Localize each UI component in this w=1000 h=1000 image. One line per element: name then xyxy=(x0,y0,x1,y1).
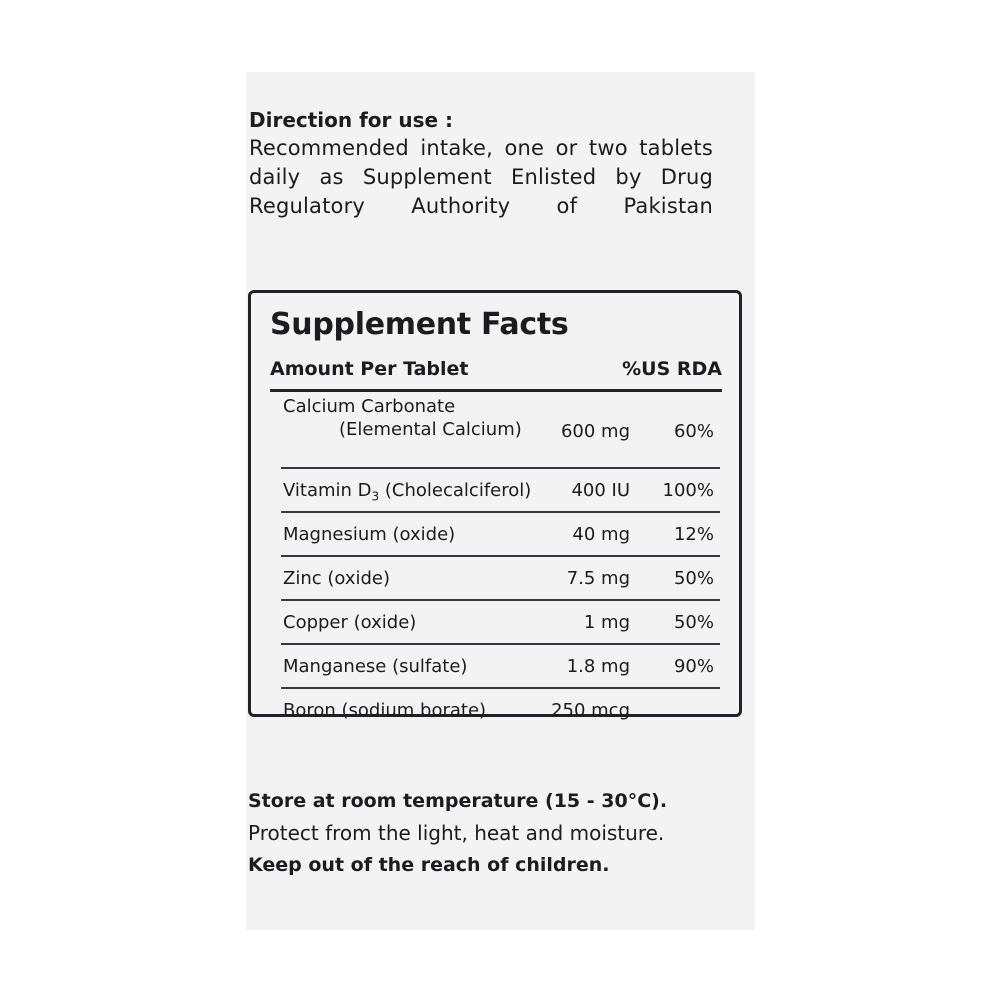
supplement-facts-header xyxy=(270,356,722,386)
nutrient-rda: 12% xyxy=(673,524,714,545)
supplement-facts-box xyxy=(248,290,742,721)
supplement-facts-title: Supplement Facts xyxy=(270,307,569,342)
nutrient-rda: 100% xyxy=(662,480,714,501)
nutrient-amount: 1.8 mg xyxy=(566,656,630,677)
amount-per-tablet-label: Amount Per Tablet xyxy=(270,358,469,380)
nutrient-name: Copper (oxide) xyxy=(283,612,417,633)
nutrient-row-boron xyxy=(281,689,720,733)
nutrient-rows xyxy=(281,394,720,733)
nutrient-name: Manganese (sulfate) xyxy=(283,656,468,677)
nutrient-name: Magnesium (oxide) xyxy=(283,524,456,545)
nutrient-rda: 60% xyxy=(673,421,714,442)
nutrient-name xyxy=(283,480,531,504)
keep-away-children-text: Keep out of the reach of children. xyxy=(248,854,610,876)
directions-text: Recommended intake, one or two tablets daily as Supplement Enlisted by Drug Regulatory Authority of Pakistan xyxy=(249,136,713,218)
protect-text: Protect from the light, heat and moisture. xyxy=(248,821,665,845)
nutrient-row-vitamin-d3 xyxy=(281,469,720,513)
label-panel xyxy=(246,72,755,930)
storage-temperature-text: Store at room temperature (15 - 30°C). xyxy=(248,790,668,812)
directions-heading: Direction for use : xyxy=(249,108,454,132)
nutrient-rda: 50% xyxy=(673,568,714,589)
nutrient-row-copper xyxy=(281,601,720,645)
nutrient-row-magnesium xyxy=(281,513,720,557)
nutrient-name-prefix: Vitamin D xyxy=(283,480,372,501)
nutrient-amount: 7.5 mg xyxy=(566,568,630,589)
nutrient-rda: 90% xyxy=(673,656,714,677)
header-divider xyxy=(270,389,722,392)
us-rda-label: %US RDA xyxy=(622,358,722,380)
nutrient-rda: 50% xyxy=(673,612,714,633)
nutrient-row-calcium xyxy=(281,394,720,469)
nutrient-amount: 250 mcg xyxy=(551,700,630,721)
nutrient-row-zinc xyxy=(281,557,720,601)
storage-instructions xyxy=(248,790,748,886)
nutrient-name-sub: (Elemental Calcium) xyxy=(339,419,522,440)
nutrient-name: Zinc (oxide) xyxy=(283,568,391,589)
nutrient-name-suffix: (Cholecalciferol) xyxy=(379,480,532,501)
directions-section xyxy=(249,108,713,221)
nutrient-row-manganese xyxy=(281,645,720,689)
nutrient-name-subscript: 3 xyxy=(371,489,380,504)
nutrient-name xyxy=(283,396,522,440)
nutrient-amount: 400 IU xyxy=(571,480,630,501)
nutrient-amount: 1 mg xyxy=(583,612,630,633)
nutrient-name: Boron (sodium borate) xyxy=(283,700,487,721)
nutrient-name-main: Calcium Carbonate xyxy=(283,396,456,417)
nutrient-amount: 40 mg xyxy=(572,524,630,545)
nutrient-amount: 600 mg xyxy=(560,421,630,442)
